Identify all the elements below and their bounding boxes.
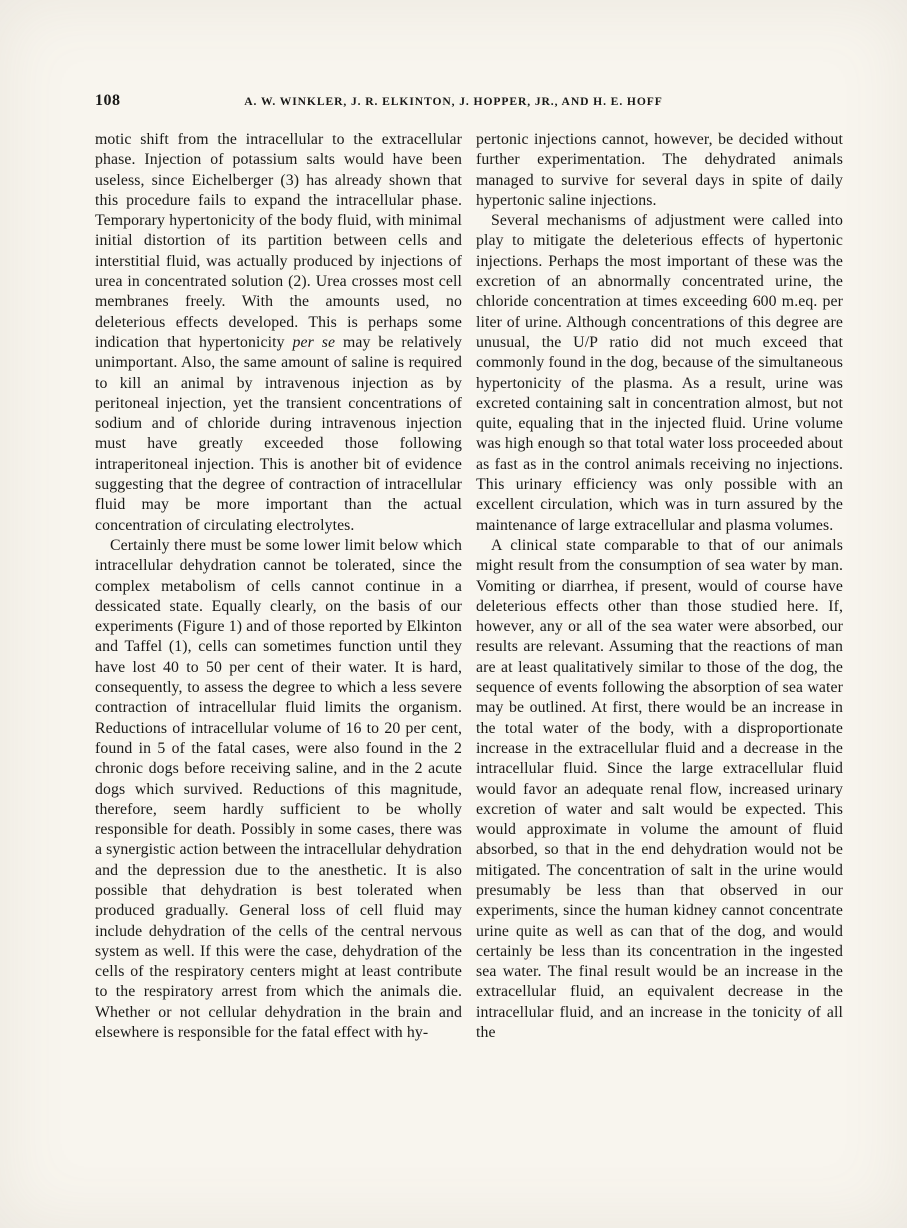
paragraph-text: motic shift from the intracellular to the extracellular phase. Injection of potassium salts would have been useless, since Eichelberger (3) has already shown that this procedure fails to expand the intracellular phase. Temporary hypertonicity of the body fluid, with minimal initial distortion of its partition between cells and interstitial fluid, was actually produced by injections of urea in concentrated solution (2). Urea crosses most cell membranes freely. With the amounts used, no deleterious effects developed. This is perhaps some indication that hypertonicity: [95, 131, 462, 351]
paragraph: Certainly there must be some lower limit below which intracellular dehydration cannot be tolerated, since the complex metabolism of cells cannot continue in a dessicated state. Equally clearly, on the basis of our experiments (Figure 1) and of those reported by Elkinton and Taffel (1), cells can sometimes function until they have lost 40 to 50 per cent of their water. It is hard, consequently, to assess the degree to which a less severe contraction of intracellular fluid limits the organism. Reductions of intracellular volume of 16 to 20 per cent, found in 5 of the fatal cases, were also found in the 2 chronic dogs before receiving saline, and in the 2 acute dogs which survived. Reductions of this magnitude, therefore, seem hardly sufficient to be wholly responsible for death. Possibly in some cases, there was a synergistic action between the intracellular dehydration and the depression due to the anesthetic. It is also possible that dehydration is best tolerated when produced gradually. General loss of cell fluid may include dehydration of the cells of the central nervous system as well. If this were the case, dehydration of the cells of the respiratory centers might at least contribute to the respiratory arrest from which the animals die. Whether or not cellular dehydration in the brain and elsewhere is responsible for the fatal effect with hy-: [95, 536, 462, 1042]
running-header: [0, 92, 907, 112]
left-column: [95, 130, 462, 1043]
paragraph: [95, 130, 462, 536]
paragraph: pertonic injections cannot, however, be decided without further experimentation. The dehydrated animals managed to survive for several days in spite of daily hypertonic saline injections.: [476, 131, 843, 209]
paragraph: A clinical state comparable to that of our animals might result from the consumption of sea water by man. Vomiting or diarrhea, if present, would of course have deleterious effects other than those studied here. If, however, any or all of the sea water were absorbed, our results are relevant. Assuming that the reactions of man are at least qualitatively similar to those of the dog, the sequence of events following the absorption of sea water may be outlined. At first, there would be an increase in the total water of the body, with a disproportionate increase in the extracellular fluid and a decrease in the intracellular fluid. Since the large extracellular fluid would favor an adequate renal flow, increased urinary excretion of water and salt would be expected. This would approximate in volume the amount of fluid absorbed, so that in the end dehydration would not be mitigated. The concentration of salt in the urine would presumably be less than that observed in our experiments, since the human kidney cannot concentrate urine quite as well as can that of the dog, and would certainly be less than its concentration in the ingested sea water. The final result would be an increase in the extracellular fluid, an equivalent decrease in the intracellular fluid, and an increase in the tonicity of all the: [476, 536, 843, 1042]
page-number: 108: [95, 92, 121, 109]
paragraph: Several mechanisms of adjustment were called into play to mitigate the deleterious effects of hypertonic injections. Perhaps the most important of these was the excretion of an abnormally concentrated urine, the chloride concentration at times exceeding 600 m.eq. per liter of urine. Although concentrations of this degree are unusual, the U/P ratio did not much exceed that commonly found in the dog, because of the simultaneous hypertonicity of the plasma. As a result, urine was excreted containing salt in concentration almost, but not quite, equaling that in the injected fluid. Urine volume was high enough so that total water loss proceeded about as fast as in the control animals receiving no injections. This urinary efficiency was only possible with an excellent circulation, which was in turn assured by the maintenance of large extracellular and plasma volumes.: [476, 212, 843, 534]
italic-phrase: per se: [292, 333, 336, 351]
text-columns: [95, 130, 843, 1043]
right-column: [476, 130, 843, 1043]
paragraph-text: may be relatively unimportant. Also, the same amount of saline is required to kill an animal by intravenous injection as by peritoneal injection, yet the transient concentrations of sodium and of chloride during intravenous injection must have greatly exceeded those following intraperitoneal injection. This is another bit of evidence suggesting that the degree of contraction of intracellular fluid may be more important than the actual concentration of circulating electrolytes.: [95, 333, 463, 534]
running-header-authors: A. W. WINKLER, J. R. ELKINTON, J. HOPPER, JR., AND H. E. HOFF: [244, 95, 663, 108]
